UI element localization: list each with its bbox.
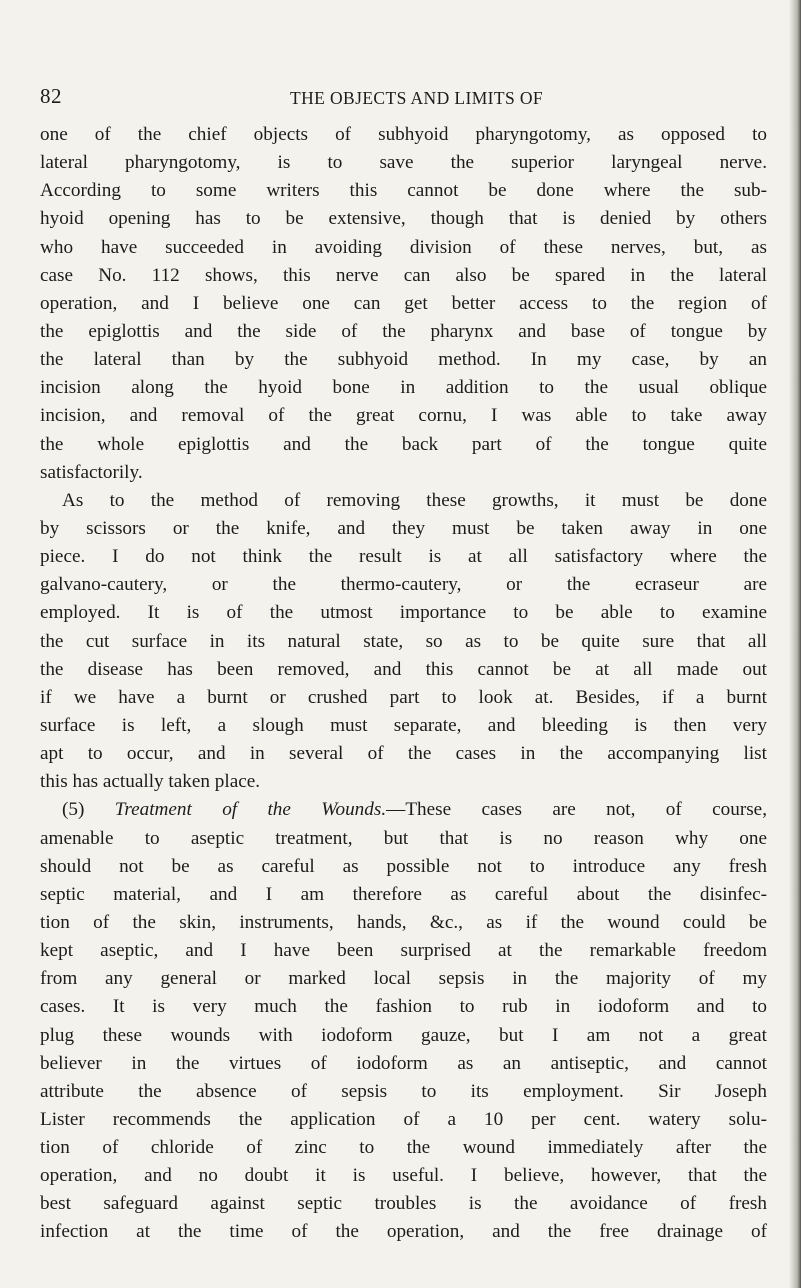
text-line: apt to occur, and in several of the cases in the accompanying list: [40, 743, 767, 765]
text-line: plug these wounds with iodoform gauze, but I am not a great: [40, 1024, 767, 1046]
text-line: the whole epiglottis and the back part of the tongue quite: [40, 433, 767, 455]
text-line: employed. It is of the utmost importance to be able to examine: [40, 602, 767, 624]
text-line: incision, and removal of the great cornu, I was able to take away: [40, 405, 767, 427]
text-line: Lister recommends the application of a 10 per cent. watery solu-: [40, 1108, 767, 1130]
text-line: amenable to aseptic treatment, but that is no reason why one: [40, 827, 767, 849]
text-line: the cut surface in its natural state, so as to be quite sure that all: [40, 630, 767, 652]
text-line: As to the method of removing these growths, it must be done: [62, 489, 767, 511]
text-line: the lateral than by the subhyoid method. In my case, by an: [40, 349, 767, 371]
text-line: tion of the skin, instruments, hands, &c., as if the wound could be: [40, 911, 767, 933]
text-line: one of the chief objects of subhyoid pharyngotomy, as opposed to: [40, 124, 767, 145]
text-line: should not be as careful as possible not to introduce any fresh: [40, 855, 767, 877]
text-line: piece. I do not think the result is at all satisfactory where the: [40, 546, 767, 568]
text-line: incision along the hyoid bone in addition to the usual oblique: [40, 377, 767, 399]
text-line: cases. It is very much the fashion to rub in iodoform and to: [40, 996, 767, 1018]
text-line: septic material, and I am therefore as careful about the disinfec-: [40, 883, 767, 905]
text-line: galvano-cautery, or the thermo-cautery, or the ecraseur are: [40, 574, 767, 596]
text-line: if we have a burnt or crushed part to look at. Besides, if a burnt: [40, 686, 767, 708]
page-edge-shadow: [789, 0, 801, 1288]
section-number: (5): [62, 799, 115, 821]
running-title: THE OBJECTS AND LIMITS OF: [290, 88, 544, 108]
text-line: attribute the absence of sepsis to its employment. Sir Joseph: [40, 1080, 767, 1102]
page-number: 82: [40, 84, 62, 108]
section-heading-line: [40, 796, 767, 824]
text-line: tion of chloride of zinc to the wound immediately after the: [40, 1137, 767, 1159]
text-line: by scissors or the knife, and they must be taken away in one: [40, 517, 767, 539]
text-line: satisfactorily.: [40, 461, 143, 483]
text-line: operation, and I believe one can get better access to the region of: [40, 292, 767, 314]
text-line: the disease has been removed, and this cannot be at all made out: [40, 658, 767, 680]
text-line: lateral pharyngotomy, is to save the superior laryngeal nerve.: [40, 152, 767, 174]
text-line: from any general or marked local sepsis in the majority of my: [40, 968, 767, 990]
text-line: kept aseptic, and I have been surprised at the remarkable freedom: [40, 940, 767, 962]
text-line: surface is left, a slough must separate, and bleeding is then very: [40, 714, 767, 736]
text-line: case No. 112 shows, this nerve can also be spared in the lateral: [40, 264, 767, 286]
text-line: believer in the virtues of iodoform as an antiseptic, and cannot: [40, 1052, 767, 1074]
body-text: [40, 121, 767, 1247]
text-line: who have succeeded in avoiding division of these nerves, but, as: [40, 236, 767, 258]
section-title: Treatment of the Wounds.: [114, 799, 387, 821]
text-line: operation, and no doubt it is useful. I believe, however, that the: [40, 1165, 767, 1187]
text-line: hyoid opening has to be extensive, though that is denied by others: [40, 208, 767, 230]
text-line: According to some writers this cannot be done where the sub-: [40, 180, 767, 202]
text-line: this has actually taken place.: [40, 771, 261, 793]
text-line: the epiglottis and the side of the pharynx and base of tongue by: [40, 320, 767, 342]
text-line: best safeguard against septic troubles is the avoidance of fresh: [40, 1193, 767, 1215]
text-line: infection at the time of the operation, and the free drainage of: [40, 1221, 767, 1243]
section-lead-text: —These cases are not, of course,: [386, 799, 767, 821]
